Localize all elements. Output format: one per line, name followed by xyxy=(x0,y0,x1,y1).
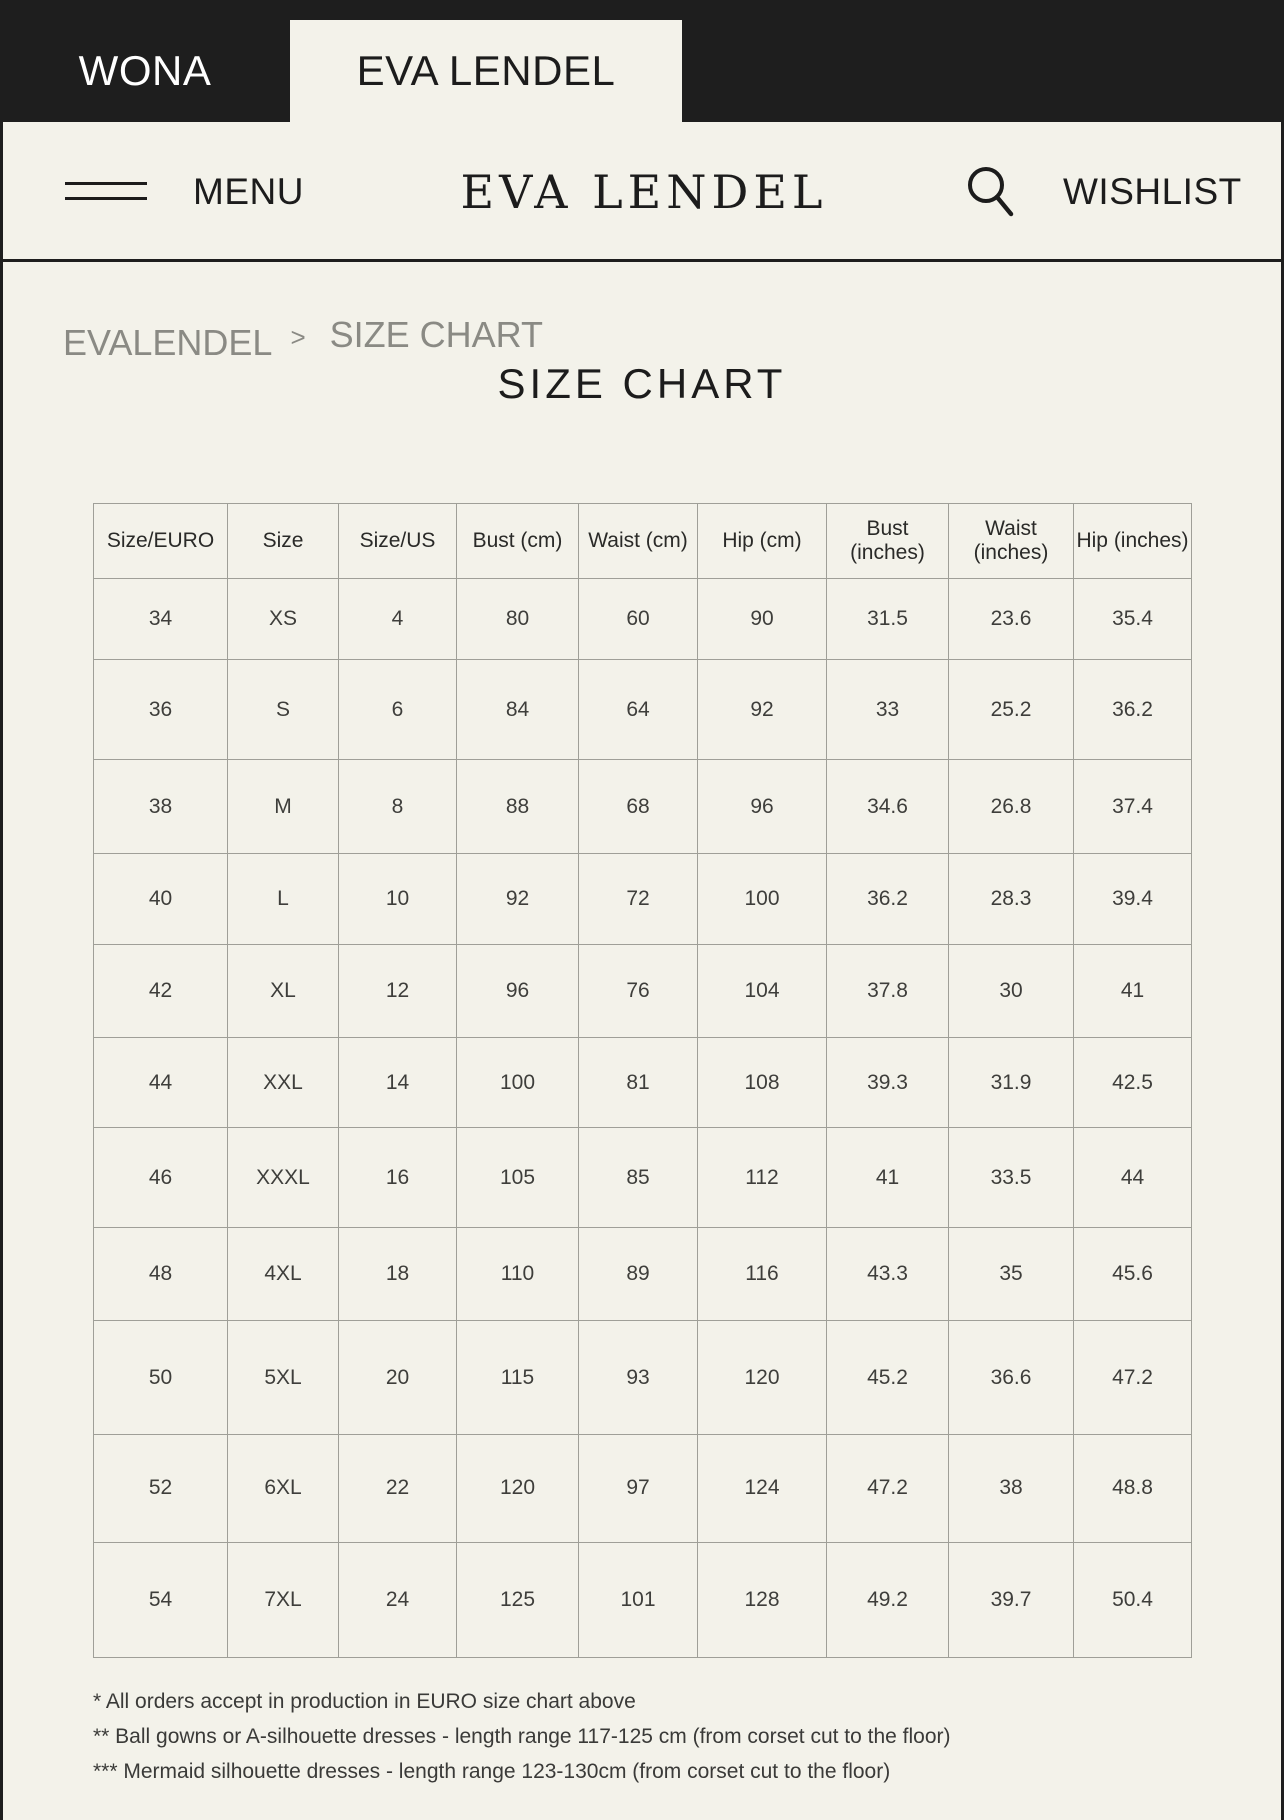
table-header-cell: Size xyxy=(228,504,339,579)
table-header-cell: Waist (cm) xyxy=(579,504,698,579)
table-cell: 7XL xyxy=(228,1542,339,1657)
brand-tab-wona[interactable]: WONA xyxy=(78,47,212,94)
table-cell: 36.6 xyxy=(949,1321,1074,1435)
table-header-cell: Hip (inches) xyxy=(1074,504,1192,579)
table-cell: XL xyxy=(228,944,339,1037)
table-row xyxy=(94,660,1192,760)
table-cell: 41 xyxy=(827,1128,949,1227)
table-cell: 54 xyxy=(94,1542,228,1657)
table-cell: 8 xyxy=(339,760,457,853)
table-header-cell: Size/EURO xyxy=(94,504,228,579)
table-cell: 5XL xyxy=(228,1321,339,1435)
table-cell: 120 xyxy=(457,1435,579,1542)
table-row xyxy=(94,1542,1192,1657)
table-cell: XXL xyxy=(228,1038,339,1128)
table-cell: 97 xyxy=(579,1435,698,1542)
table-cell: 72 xyxy=(579,853,698,944)
table-header-cell: Waist (inches) xyxy=(949,504,1074,579)
table-cell: S xyxy=(228,660,339,760)
table-cell: 25.2 xyxy=(949,660,1074,760)
table-row xyxy=(94,1038,1192,1128)
breadcrumb-current: SIZE CHART xyxy=(329,314,543,355)
table-cell: 81 xyxy=(579,1038,698,1128)
table-cell: 108 xyxy=(698,1038,827,1128)
table-cell: 96 xyxy=(698,760,827,853)
table-cell: 47.2 xyxy=(827,1435,949,1542)
size-table-body xyxy=(94,579,1192,1658)
eva-lendel-logo[interactable]: EVA LENDEL xyxy=(460,165,828,219)
table-cell: 6XL xyxy=(228,1435,339,1542)
table-header-cell: Size/US xyxy=(339,504,457,579)
search-icon[interactable] xyxy=(965,164,1015,218)
table-cell: 26.8 xyxy=(949,760,1074,853)
table-cell: 33 xyxy=(827,660,949,760)
table-cell: 88 xyxy=(457,760,579,853)
table-cell: 125 xyxy=(457,1542,579,1657)
table-cell: 42 xyxy=(94,944,228,1037)
table-cell: 24 xyxy=(339,1542,457,1657)
table-cell: 93 xyxy=(579,1321,698,1435)
menu-label: MENU xyxy=(193,171,304,212)
table-cell: 84 xyxy=(457,660,579,760)
table-cell: 30 xyxy=(949,944,1074,1037)
hamburger-icon xyxy=(65,182,147,202)
table-cell: 4 xyxy=(339,579,457,660)
table-cell: 45.6 xyxy=(1074,1227,1192,1320)
table-cell: 105 xyxy=(457,1128,579,1227)
table-row xyxy=(94,853,1192,944)
table-header-cell: Bust (cm) xyxy=(457,504,579,579)
table-cell: 49.2 xyxy=(827,1542,949,1657)
table-cell: 68 xyxy=(579,760,698,853)
table-cell: 89 xyxy=(579,1227,698,1320)
table-cell: 46 xyxy=(94,1128,228,1227)
table-cell: XS xyxy=(228,579,339,660)
table-cell: 76 xyxy=(579,944,698,1037)
table-cell: 36.2 xyxy=(1074,660,1192,760)
table-cell: 124 xyxy=(698,1435,827,1542)
table-cell: 96 xyxy=(457,944,579,1037)
table-cell: 42.5 xyxy=(1074,1038,1192,1128)
brand-switcher-bar xyxy=(0,0,1284,122)
table-cell: 44 xyxy=(1074,1128,1192,1227)
table-cell: 38 xyxy=(94,760,228,853)
table-cell: 43.3 xyxy=(827,1227,949,1320)
table-cell: XXXL xyxy=(228,1128,339,1227)
table-cell: 52 xyxy=(94,1435,228,1542)
breadcrumb xyxy=(63,312,543,362)
table-cell: 20 xyxy=(339,1321,457,1435)
table-cell: 36.2 xyxy=(827,853,949,944)
table-cell: 50 xyxy=(94,1321,228,1435)
size-chart-table xyxy=(93,503,1192,1658)
table-cell: 40 xyxy=(94,853,228,944)
table-cell: 92 xyxy=(457,853,579,944)
table-cell: 22 xyxy=(339,1435,457,1542)
table-cell: 60 xyxy=(579,579,698,660)
table-cell: 47.2 xyxy=(1074,1321,1192,1435)
table-cell: 64 xyxy=(579,660,698,760)
table-cell: M xyxy=(228,760,339,853)
table-cell: 6 xyxy=(339,660,457,760)
table-cell: 35.4 xyxy=(1074,579,1192,660)
table-cell: 101 xyxy=(579,1542,698,1657)
breadcrumb-home-link[interactable]: EVALENDEL xyxy=(63,322,273,363)
table-cell: 48.8 xyxy=(1074,1435,1192,1542)
table-cell: 41 xyxy=(1074,944,1192,1037)
table-cell: 44 xyxy=(94,1038,228,1128)
brand-tab-eva-lendel[interactable]: EVA LENDEL xyxy=(290,20,682,122)
note-ball-gown-length: ** Ball gowns or A-silhouette dresses - length range 117-125 cm (from corset cut to the floor) xyxy=(93,1725,951,1748)
table-cell: 39.4 xyxy=(1074,853,1192,944)
wishlist-link[interactable]: WISHLIST xyxy=(1063,171,1242,212)
table-cell: 18 xyxy=(339,1227,457,1320)
table-cell: 23.6 xyxy=(949,579,1074,660)
table-cell: 16 xyxy=(339,1128,457,1227)
table-cell: L xyxy=(228,853,339,944)
table-row xyxy=(94,1128,1192,1227)
table-cell: 37.4 xyxy=(1074,760,1192,853)
site-header xyxy=(0,122,1284,262)
table-cell: 112 xyxy=(698,1128,827,1227)
table-cell: 33.5 xyxy=(949,1128,1074,1227)
table-cell: 115 xyxy=(457,1321,579,1435)
table-cell: 110 xyxy=(457,1227,579,1320)
table-header-row xyxy=(94,504,1192,579)
menu-button[interactable] xyxy=(65,170,304,214)
table-row xyxy=(94,1227,1192,1320)
table-row xyxy=(94,579,1192,660)
table-cell: 36 xyxy=(94,660,228,760)
table-cell: 35 xyxy=(949,1227,1074,1320)
table-row xyxy=(94,944,1192,1037)
table-cell: 92 xyxy=(698,660,827,760)
table-cell: 100 xyxy=(698,853,827,944)
table-cell: 48 xyxy=(94,1227,228,1320)
table-cell: 100 xyxy=(457,1038,579,1128)
table-cell: 90 xyxy=(698,579,827,660)
table-cell: 116 xyxy=(698,1227,827,1320)
table-cell: 31.9 xyxy=(949,1038,1074,1128)
table-cell: 12 xyxy=(339,944,457,1037)
table-cell: 37.8 xyxy=(827,944,949,1037)
table-row xyxy=(94,1321,1192,1435)
table-cell: 39.7 xyxy=(949,1542,1074,1657)
table-row xyxy=(94,1435,1192,1542)
table-header-cell: Bust (inches) xyxy=(827,504,949,579)
table-cell: 38 xyxy=(949,1435,1074,1542)
table-cell: 50.4 xyxy=(1074,1542,1192,1657)
table-cell: 31.5 xyxy=(827,579,949,660)
page-title: SIZE CHART xyxy=(497,360,787,407)
breadcrumb-separator: > xyxy=(290,321,306,352)
table-cell: 104 xyxy=(698,944,827,1037)
table-cell: 14 xyxy=(339,1038,457,1128)
table-cell: 39.3 xyxy=(827,1038,949,1128)
table-cell: 10 xyxy=(339,853,457,944)
table-cell: 85 xyxy=(579,1128,698,1227)
table-cell: 80 xyxy=(457,579,579,660)
table-cell: 34 xyxy=(94,579,228,660)
size-notes xyxy=(93,1684,1193,1789)
table-cell: 120 xyxy=(698,1321,827,1435)
table-header-cell: Hip (cm) xyxy=(698,504,827,579)
table-cell: 45.2 xyxy=(827,1321,949,1435)
table-cell: 4XL xyxy=(228,1227,339,1320)
table-cell: 128 xyxy=(698,1542,827,1657)
table-cell: 28.3 xyxy=(949,853,1074,944)
note-euro-production: * All orders accept in production in EURO size chart above xyxy=(93,1690,636,1713)
table-row xyxy=(94,760,1192,853)
note-mermaid-length: *** Mermaid silhouette dresses - length range 123-130cm (from corset cut to the floor) xyxy=(93,1760,891,1783)
table-cell: 34.6 xyxy=(827,760,949,853)
